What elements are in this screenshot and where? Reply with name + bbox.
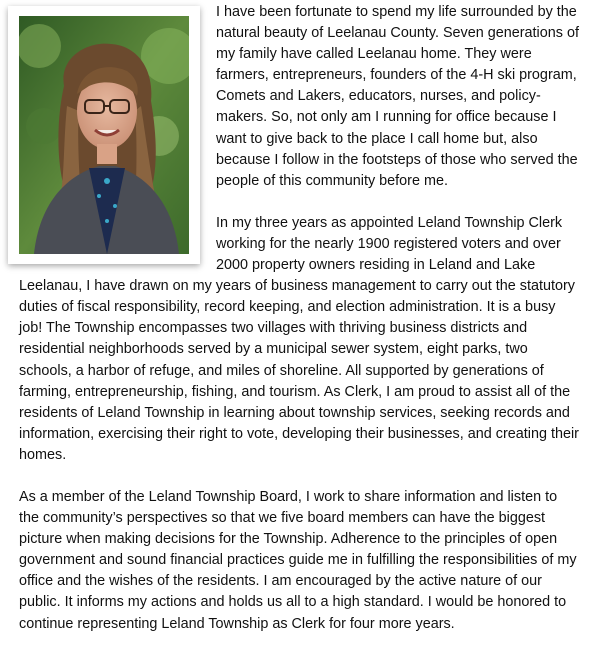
bio-paragraph-2: In my three years as appointed Leland Township Clerk working for the nearly 1900 registered voters and over 2000 property owners residing in Leland and Lake Leelanau, I have drawn on my years of business management to carry out the statutory duties of fiscal responsibility, record keeping, and election administration. It is a busy job! The Township encompasses two villages with thriving business districts and residential neighborhoods served by a municipal sewer system, eight parks, two schools, a harbor of refuge, and miles of shoreline. All supported by generations of farming, entrepreneurship, fishing, and tourism. As Clerk, I am proud to assist all of the residents of Leland Township in learning about township services, seeking records and information, exercising their right to vote, developing their businesses, and creating their homes. [19,214,579,463]
bio-page [19,2,580,635]
bio-paragraph-1: I have been fortunate to spend my life surrounded by the natural beauty of Leelanau County. Seven generations of my family have called Leelanau home. They were farmers, entrepreneurs, founders of the 4-H ski program, Comets and Lakers, educators, nurses, and policy-makers. So, not only am I running for office because I want to give back to the place I call home but, also because I follow in the footsteps of those who served the people of this community before me. [216,4,579,189]
bio-paragraph-3: As a member of the Leland Township Board, I work to share information and listen to the community’s perspectives so that we five board members can have the biggest picture when making decisions for the Township. Adherence to the principles of open government and sound financial practices guide me in fulfilling the responsibilities of my office and the wishes of the residents. I am encouraged by the active nature of our public. It informs my actions and holds us all to a high standard. I would be honored to continue representing Leland Township as Clerk for four more years. [19,488,577,632]
portrait-photo [19,16,189,254]
portrait-frame [8,6,200,264]
